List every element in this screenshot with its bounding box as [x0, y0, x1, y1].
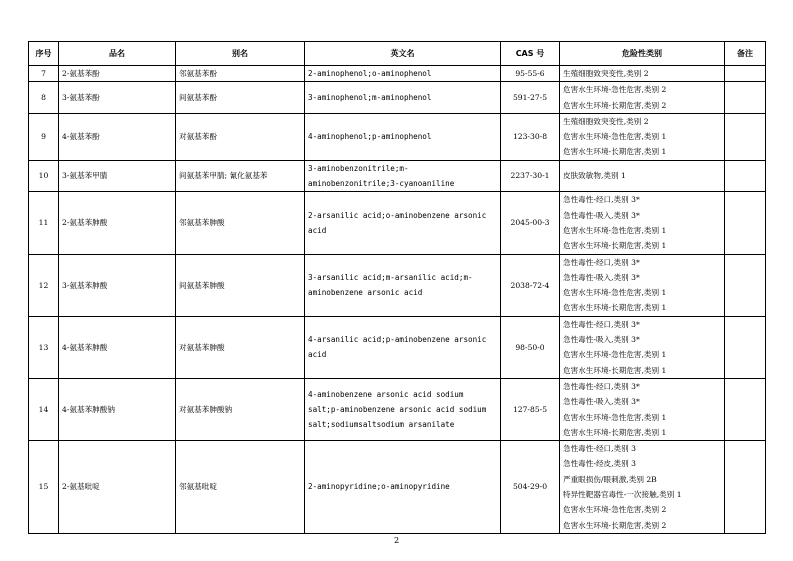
row-number: 8 [29, 82, 59, 114]
hazard-item: 危害水生环境-长期危害,类别 1 [563, 147, 667, 157]
row-hazards [560, 441, 725, 534]
row-name: 2-氨基苯胂酸 [59, 192, 176, 254]
hazard-item: 严重眼损伤/眼刺激,类别 2B [563, 474, 657, 484]
row-alias: 对氨基苯胂酸 [176, 316, 305, 378]
row-number: 7 [29, 66, 59, 82]
hazard-item: 危害水生环境-急性危害,类别 1 [563, 412, 667, 422]
row-name: 3-氨基苯甲腈 [59, 160, 176, 192]
row-remarks [725, 254, 766, 316]
table-header-row [29, 42, 766, 66]
row-name: 2-氨基吡啶 [59, 441, 176, 534]
row-name: 3-氨基苯酚 [59, 82, 176, 114]
row-hazards [560, 378, 725, 440]
row-alias: 间氨基苯胂酸 [176, 254, 305, 316]
row-hazards [560, 192, 725, 254]
row-hazards [560, 82, 725, 114]
table-row [29, 254, 766, 316]
row-cas: 591-27-5 [501, 82, 560, 114]
header-alias: 别名 [176, 42, 305, 66]
hazard-item: 特异性靶器官毒性-一次接触,类别 1 [563, 490, 682, 500]
row-english-name: 3-arsanilic acid;m-arsanilic acid;m-aminobenzene arsonic acid [305, 254, 501, 316]
row-cas: 2038-72-4 [501, 254, 560, 316]
header-remarks: 备注 [725, 42, 766, 66]
hazard-item: 急性毒性-吸入,类别 3* [563, 272, 640, 282]
hazard-item: 危害水生环境-长期危害,类别 1 [563, 427, 667, 437]
row-alias: 对氨基苯胂酸钠 [176, 378, 305, 440]
row-cas: 127-85-5 [501, 378, 560, 440]
hazard-item: 危害水生环境-长期危害,类别 2 [563, 520, 667, 530]
row-alias: 间氨基苯甲腈; 氰化氨基苯 [176, 160, 305, 192]
row-number: 12 [29, 254, 59, 316]
header-name: 品名 [59, 42, 176, 66]
chemical-table [28, 41, 766, 534]
hazard-item: 危害水生环境-急性危害,类别 1 [563, 225, 667, 235]
hazard-item: 危害水生环境-急性危害,类别 2 [563, 85, 667, 95]
row-name: 4-氨基苯胂酸 [59, 316, 176, 378]
row-number: 13 [29, 316, 59, 378]
row-name: 2-氨基苯酚 [59, 66, 176, 82]
row-hazards [560, 316, 725, 378]
hazard-item: 急性毒性-经口,类别 3* [563, 319, 640, 329]
row-remarks [725, 113, 766, 160]
table-row [29, 82, 766, 114]
table-row [29, 66, 766, 82]
row-english-name: 4-arsanilic acid;p-aminobenzene arsonic acid [305, 316, 501, 378]
row-hazards [560, 254, 725, 316]
row-alias: 邻氨基苯胂酸 [176, 192, 305, 254]
row-cas: 98-50-0 [501, 316, 560, 378]
hazard-item: 急性毒性-吸入,类别 3* [563, 210, 640, 220]
row-remarks [725, 192, 766, 254]
header-english-name: 英文名 [305, 42, 501, 66]
row-name: 4-氨基苯胂酸钠 [59, 378, 176, 440]
hazard-item: 危害水生环境-急性危害,类别 1 [563, 288, 667, 298]
row-cas: 123-30-8 [501, 113, 560, 160]
hazard-item: 急性毒性-吸入,类别 3* [563, 335, 640, 345]
header-no: 序号 [29, 42, 59, 66]
hazard-item: 危害水生环境-长期危害,类别 1 [563, 241, 667, 251]
row-english-name: 4-aminobenzene arsonic acid sodium salt;p-aminobenzene arsonic acid sodium salt;sodiumsaltsodium arsanilate [305, 378, 501, 440]
row-hazards [560, 66, 725, 82]
row-remarks [725, 160, 766, 192]
row-english-name: 3-aminophenol;m-aminophenol [305, 82, 501, 114]
row-number: 10 [29, 160, 59, 192]
hazard-item: 急性毒性-经口,类别 3* [563, 381, 640, 391]
row-english-name: 4-aminophenol;p-aminophenol [305, 113, 501, 160]
header-hazard-class: 危险性类别 [560, 42, 725, 66]
row-english-name: 2-arsanilic acid;o-aminobenzene arsonic acid [305, 192, 501, 254]
hazard-item: 急性毒性-经口,类别 3* [563, 195, 640, 205]
table-row [29, 192, 766, 254]
hazard-item: 危害水生环境-长期危害,类别 1 [563, 365, 667, 375]
hazard-item: 皮肤致敏物,类别 1 [563, 171, 626, 181]
table-row [29, 113, 766, 160]
row-alias: 对氨基苯酚 [176, 113, 305, 160]
table-row [29, 160, 766, 192]
row-number: 9 [29, 113, 59, 160]
hazard-item: 生殖细胞致突变性,类别 2 [563, 69, 649, 78]
hazard-item: 危害水生环境-急性危害,类别 2 [563, 505, 667, 515]
header-cas: CAS 号 [501, 42, 560, 66]
table-row [29, 441, 766, 534]
row-remarks [725, 66, 766, 82]
table-row [29, 316, 766, 378]
hazard-item: 急性毒性-经皮,类别 3 [563, 459, 636, 469]
table-row [29, 378, 766, 440]
row-name: 3-氨基苯胂酸 [59, 254, 176, 316]
row-remarks [725, 378, 766, 440]
hazard-item: 急性毒性-经口,类别 3* [563, 257, 640, 267]
hazard-item: 危害水生环境-长期危害,类别 1 [563, 303, 667, 313]
row-hazards [560, 160, 725, 192]
row-alias: 邻氨基苯酚 [176, 66, 305, 82]
table-body [29, 66, 766, 534]
row-cas: 2237-30-1 [501, 160, 560, 192]
row-alias: 间氨基苯酚 [176, 82, 305, 114]
row-english-name: 2-aminophenol;o-aminophenol [305, 66, 501, 82]
hazard-item: 危害水生环境-急性危害,类别 1 [563, 132, 667, 142]
row-english-name: 3-aminobenzonitrile;m-aminobenzonitrile;3-cyanoaniline [305, 160, 501, 192]
row-remarks [725, 441, 766, 534]
row-remarks [725, 316, 766, 378]
row-remarks [725, 82, 766, 114]
row-english-name: 2-aminopyridine;o-aminopyridine [305, 441, 501, 534]
row-cas: 95-55-6 [501, 66, 560, 82]
hazard-item: 危害水生环境-急性危害,类别 1 [563, 350, 667, 360]
hazard-item: 急性毒性-经口,类别 3 [563, 444, 636, 454]
row-number: 14 [29, 378, 59, 440]
row-cas: 2045-00-3 [501, 192, 560, 254]
row-number: 11 [29, 192, 59, 254]
row-alias: 邻氨基吡啶 [176, 441, 305, 534]
row-hazards [560, 113, 725, 160]
row-name: 4-氨基苯酚 [59, 113, 176, 160]
page-number: 2 [393, 536, 400, 545]
hazard-item: 急性毒性-吸入,类别 3* [563, 397, 640, 407]
row-number: 15 [29, 441, 59, 534]
hazard-item: 生殖细胞致突变性,类别 2 [563, 116, 649, 126]
row-cas: 504-29-0 [501, 441, 560, 534]
hazard-item: 危害水生环境-长期危害,类别 2 [563, 100, 667, 110]
